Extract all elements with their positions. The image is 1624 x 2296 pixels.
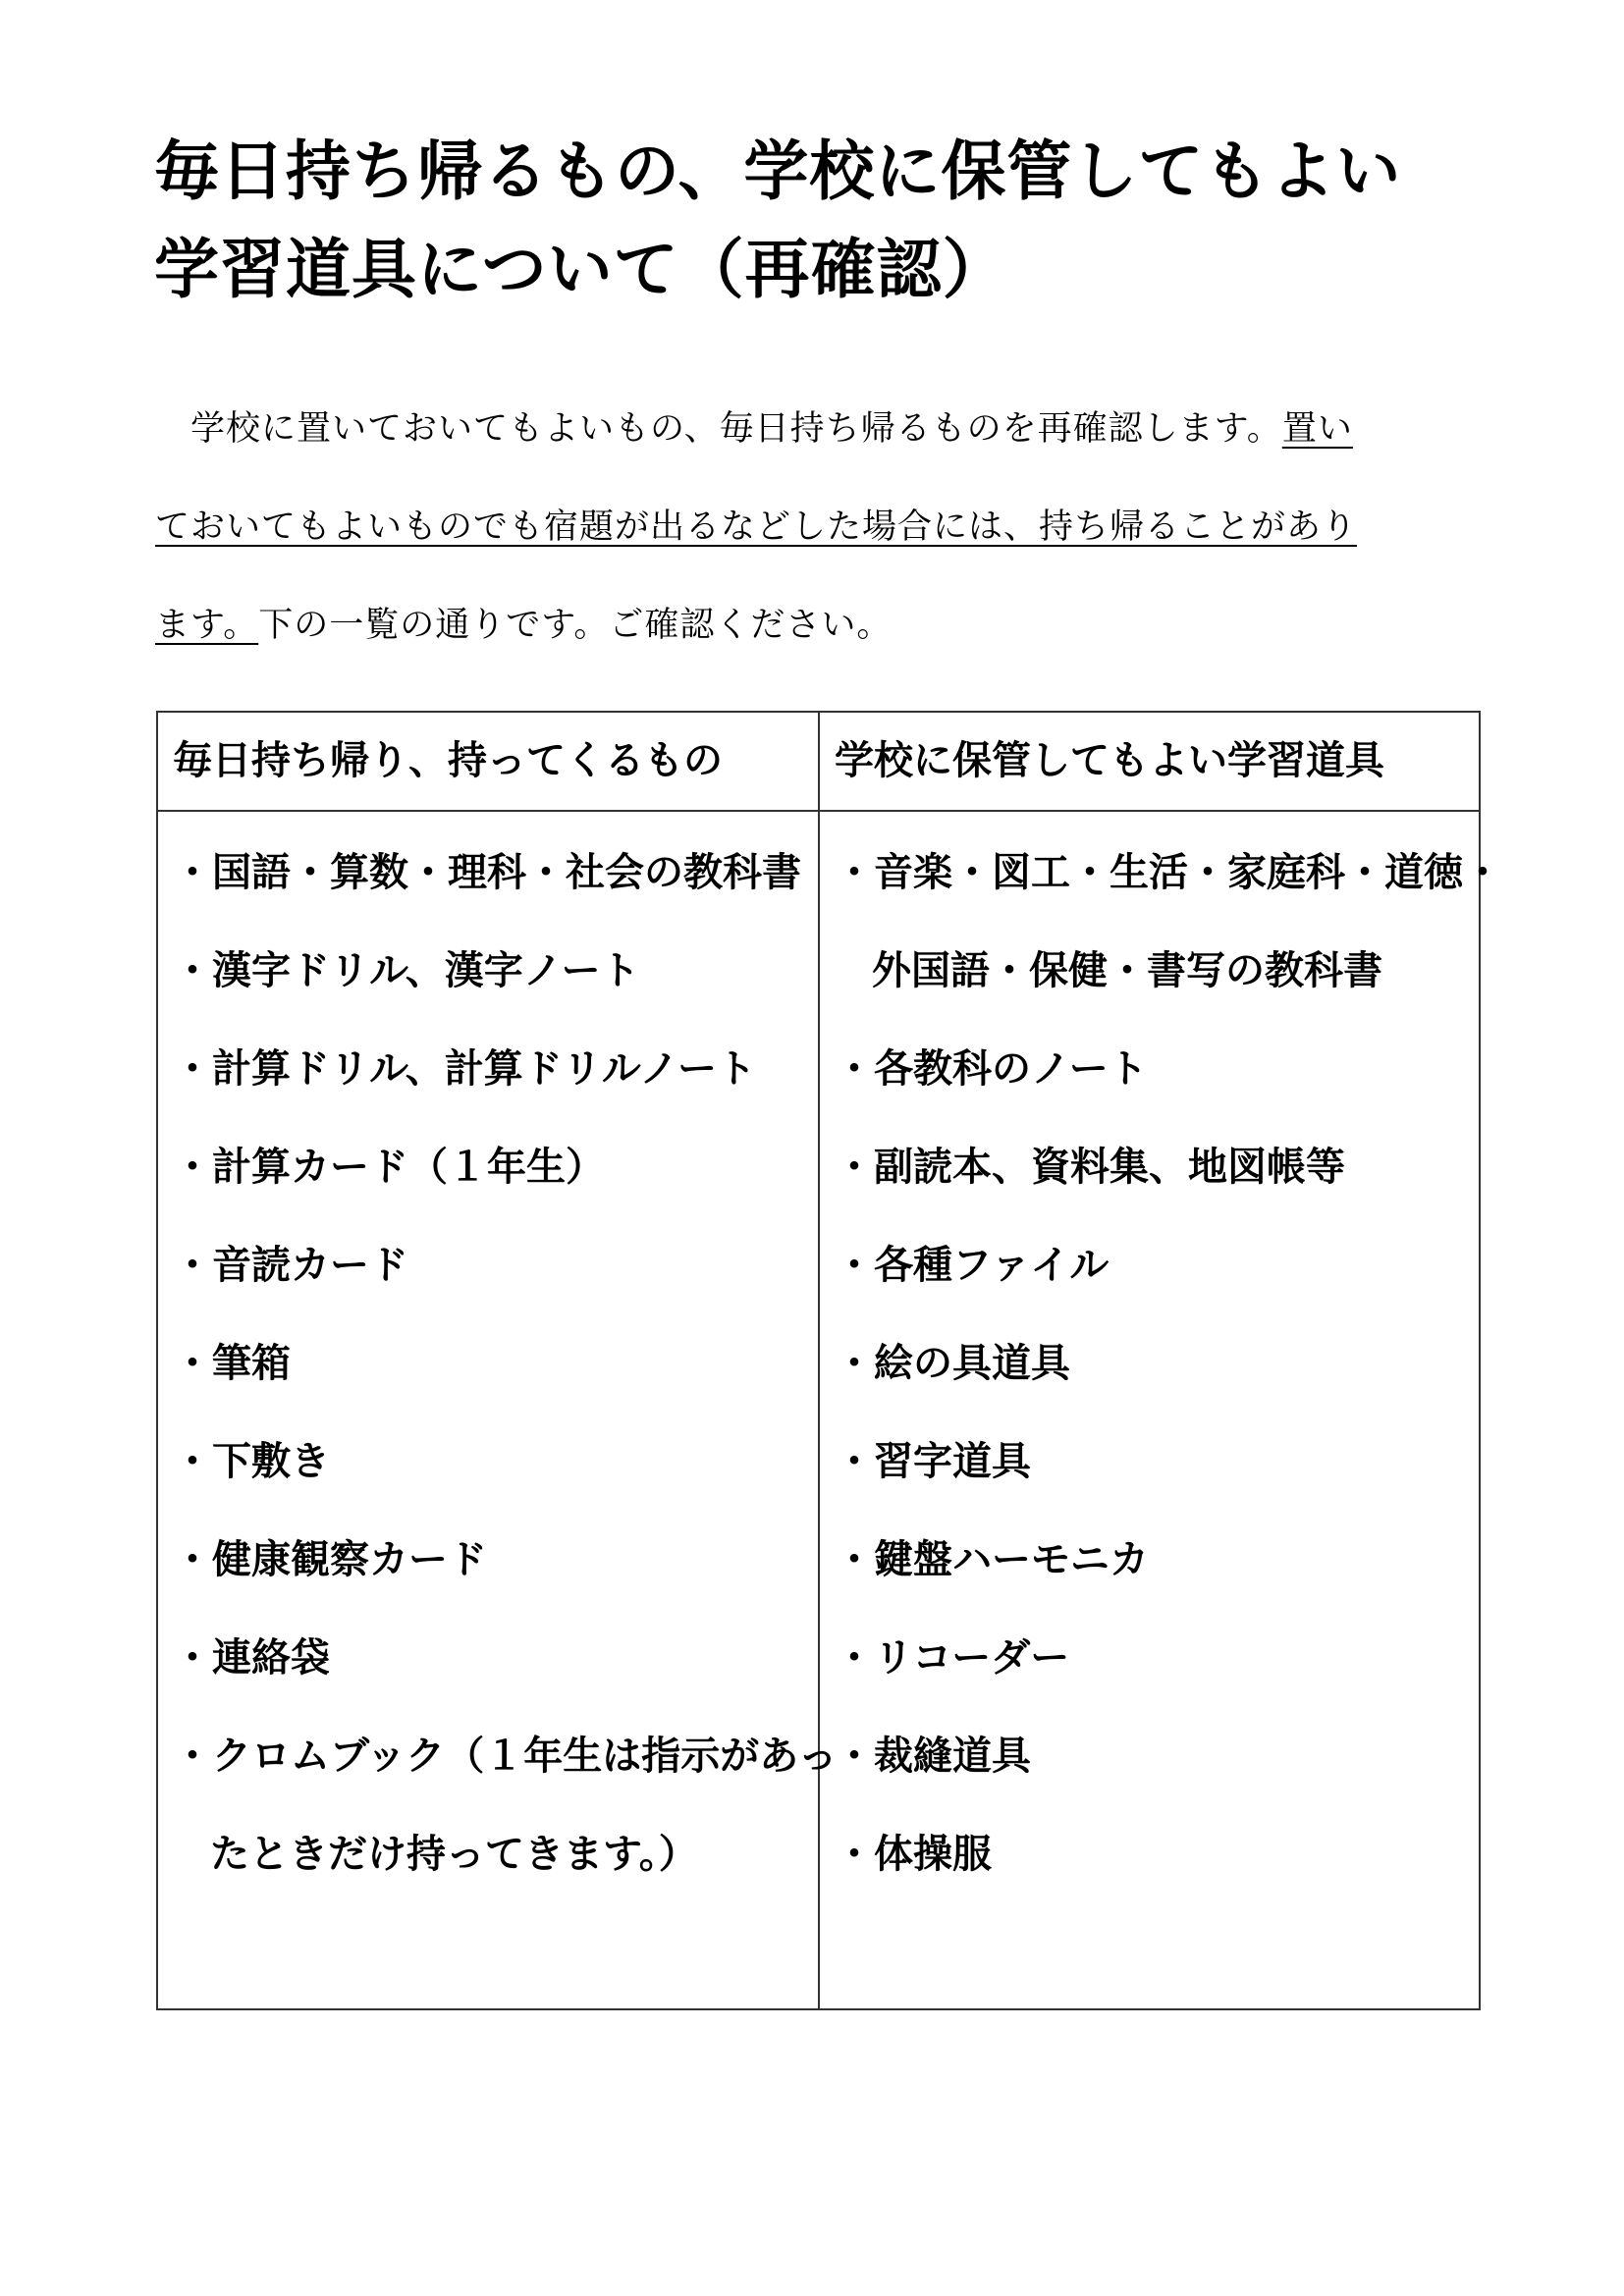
intro-paragraph: [155, 380, 1481, 674]
table-row: [157, 811, 1480, 2009]
intro-underlined-text: 置い: [1281, 409, 1353, 449]
take-home-list: [173, 824, 838, 1903]
intro-underlined-text: ておいてもよいものでも宿題が出るなどした場合には、持ち帰ることがあり: [155, 507, 1358, 547]
list-item: [835, 824, 1502, 1020]
list-item: ・絵の具道具: [835, 1341, 1070, 1386]
items-table: [156, 711, 1502, 2010]
title-line-1: 毎日持ち帰るもの、学校に保管してもよい: [154, 133, 1402, 209]
list-item: ・鍵盤ハーモニカ: [835, 1537, 1149, 1582]
keep-at-school-list: [835, 824, 1502, 1903]
list-item: ・計算ドリル、計算ドリルノート: [173, 1046, 756, 1092]
list-item: ・健康観察カード: [173, 1537, 487, 1582]
intro-text: 下の一覧の通りです。ご確認ください。: [258, 606, 893, 645]
list-item: ・連絡袋: [173, 1635, 330, 1681]
list-item-text: ・音楽・図工・生活・家庭科・道徳・: [835, 850, 1502, 895]
list-item: ・音読カード: [173, 1243, 408, 1288]
list-item-continuation: たときだけ持ってきます。）: [210, 1832, 698, 1877]
list-item: ・各種ファイル: [835, 1243, 1110, 1288]
list-item: ・筆箱: [173, 1341, 291, 1386]
list-item: ・習字道具: [835, 1439, 1031, 1484]
title-line-2: 学習道具について（再確認）: [154, 232, 1008, 307]
intro-line-1: [155, 380, 1481, 478]
list-item: ・各教科のノート: [835, 1046, 1148, 1092]
list-item: ・裁縫道具: [835, 1734, 1031, 1779]
intro-line-2: [155, 478, 1481, 576]
list-item: ・下敷き: [173, 1439, 330, 1484]
keep-at-school-cell: [819, 811, 1502, 2009]
take-home-cell: [157, 811, 838, 2009]
column-header-keep-at-school: 学校に保管してもよい学習道具: [819, 712, 1480, 811]
list-item: [173, 1707, 838, 1903]
table-header-row: [157, 712, 1480, 811]
list-item: ・体操服: [835, 1832, 992, 1877]
list-item: ・リコーダー: [835, 1635, 1070, 1681]
intro-line-3: [155, 576, 1481, 674]
page-title: [154, 123, 1489, 319]
list-item: ・漢字ドリル、漢字ノート: [173, 948, 640, 993]
list-item: ・副読本、資料集、地図帳等: [835, 1145, 1345, 1190]
list-item-continuation: 外国語・保健・書写の教科書: [872, 948, 1382, 993]
column-header-take-home: 毎日持ち帰り、持ってくるもの: [157, 712, 819, 811]
list-item: ・計算カード（１年生）: [173, 1145, 605, 1190]
intro-underlined-text: ます。: [155, 606, 259, 645]
intro-text: 学校に置いておいてもよいもの、毎日持ち帰るものを再確認します。: [190, 409, 1282, 449]
list-item-text: ・クロムブック（１年生は指示があっ: [173, 1734, 838, 1779]
list-item: ・国語・算数・理科・社会の教科書: [173, 850, 801, 895]
